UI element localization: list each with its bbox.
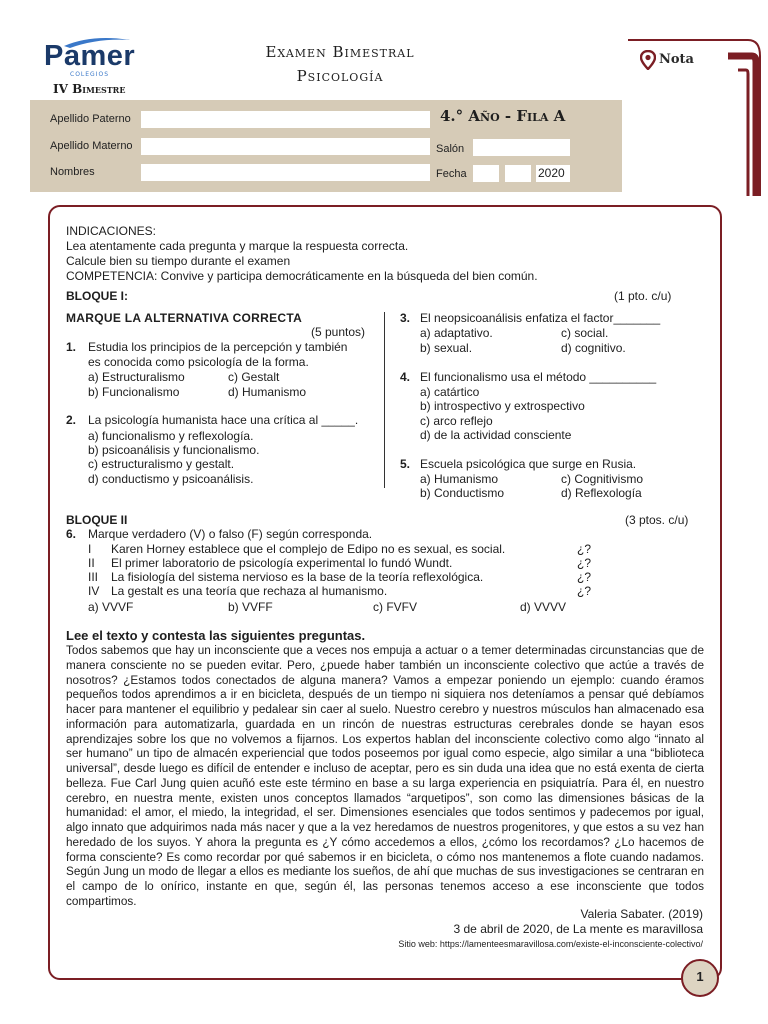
- question-1-text-cont: es conocida como psicología de la forma.: [88, 355, 309, 369]
- option-b[interactable]: b) sexual.: [420, 341, 473, 355]
- option-b[interactable]: b) psicoanálisis y funcionalismo.: [88, 443, 260, 457]
- apellido-materno-field[interactable]: [141, 138, 430, 155]
- option-c[interactable]: c) Cognitivismo: [561, 472, 644, 486]
- instruction-line: Calcule bien su tiempo durante el examen: [66, 254, 291, 268]
- option-a[interactable]: a) catártico: [420, 385, 480, 399]
- apellido-materno-label: Apellido Materno: [50, 140, 133, 152]
- exam-title: [200, 40, 480, 88]
- source-author: Valeria Sabater. (2019): [580, 907, 703, 921]
- option-d[interactable]: d) de la actividad consciente: [420, 428, 572, 442]
- source-website: Sitio web: https://lamenteesmaravillosa.com/existe-el-inconsciente-colectivo/: [398, 939, 703, 949]
- option-c[interactable]: c) Gestalt: [228, 370, 280, 384]
- apellido-paterno-field[interactable]: [141, 111, 430, 128]
- statement-text: El primer laboratorio de psicología experimental lo fundó Wundt.: [111, 556, 453, 570]
- option-d[interactable]: d) conductismo y psicoanálisis.: [88, 472, 254, 486]
- fecha-year-field[interactable]: 2020: [536, 165, 570, 182]
- nombres-label: Nombres: [50, 166, 95, 178]
- answer-blank[interactable]: ¿?: [577, 542, 592, 556]
- page-number: 1: [696, 969, 704, 984]
- answer-blank[interactable]: ¿?: [577, 570, 592, 584]
- option-c[interactable]: c) social.: [561, 326, 609, 340]
- option-b[interactable]: b) introspectivo y extrospectivo: [420, 399, 585, 413]
- question-number: 3.: [400, 311, 411, 325]
- option-c[interactable]: c) FVFV: [373, 600, 417, 614]
- reading-title: Lee el texto y contesta las siguientes preguntas.: [66, 628, 366, 643]
- reading-passage: Todos sabemos que hay un inconsciente que a veces nos empuja a actuar o a temer determinadas circunstancias que de manera consciente no se pueden evitar. Pero, ¿puede haber también un inconsciente colectivo que actúe a través de nosotros? ¿Estamos todos conectados de alguna manera? Vamos a empezar poniendo un ejemplo: cuando éramos pequeños todos aprendimos a ir en bicicleta, después de un tiempo ni siquiera nos deteníamos a pensar qué debíamos hacer para mantener el equilibrio y pedalear sin caer al suelo. Nuestro cerebro y nuestros músculos han almacenado esa información para automatizarla, guardada en un rincón de nuestras estructuras cerebrales donde se hayan esos aprendizajes sobre los que no volvemos a fijarnos. Los expertos hablan del inconsciente colectivo como algo “innato al ser humano” un tipo de almacén experiencial que todos poseemos por igual como especie, algo similar a una “biblioteca universal”, desde luego es difícil de entender e incluso de aceptar, pero es sin duda una idea que no está exenta de cierta belleza. Fue Carl Jung quien acuñó este este término en base a su larga experiencia en psiquiatría. Para él, en nuestro cerebro, en nuestra mente, existen unos conceptos llamados “arquetipos”, son como las dimensiones básicas de la humanidad: el amor, el miedo, la integridad, el ser. Dimensiones esenciales que todos sentimos y padecemos por igual, algo innato que adquirimos nada más nacer y que a la vez heredamos de nuestros progenitores, y que estos a su vez han heredado de los suyos. Y ahora la pregunta es ¿Y cómo accedemos a ellos, ¿cómo los recordamos? ¿Lo hacemos de forma consciente? Es como recordar por qué sabemos ir en bicicleta, o cómo nos mantenemos a flote cuando nadamos. Según Jung un modo de llegar a ellos es mediante los sueños, de ahí que muchas de sus investigaciones se centraran en el campo de lo onírico, instante en que, según él, las personas tenemos acceso a ese inconsciente que todos compartimos.: [66, 644, 704, 909]
- answer-blank[interactable]: ¿?: [577, 556, 592, 570]
- fecha-label: Fecha: [436, 168, 467, 180]
- roman-numeral: I: [88, 542, 92, 556]
- column-divider: [384, 312, 385, 488]
- option-a[interactable]: a) Estructuralismo: [88, 370, 185, 384]
- competencia-line: COMPETENCIA: Convive y participa democráticamente en la búsqueda del bien común.: [66, 269, 538, 283]
- fecha-month-field[interactable]: [505, 165, 531, 182]
- bloque-1-points: (1 pto. c/u): [614, 289, 672, 303]
- option-d[interactable]: d) Humanismo: [228, 385, 307, 399]
- fecha-day-field[interactable]: [473, 165, 499, 182]
- apellido-paterno-label: Apellido Paterno: [50, 113, 131, 125]
- question-1-text: Estudia los principios de la percepción y también: [88, 340, 348, 354]
- option-d[interactable]: d) cognitivo.: [561, 341, 626, 355]
- bloque-1-subtitle-points: (5 puntos): [311, 325, 366, 339]
- exam-title-line: Examen Bimestral: [265, 43, 415, 61]
- question-2-text: La psicología humanista hace una crítica al _____.: [88, 413, 359, 427]
- grade-section: 4.° Año - Fila A: [440, 107, 566, 125]
- option-a[interactable]: a) VVVF: [88, 600, 134, 614]
- option-d[interactable]: d) VVVV: [520, 600, 567, 614]
- roman-numeral: III: [88, 570, 99, 584]
- statement-text: Karen Horney establece que el complejo de Edipo no es sexual, es social.: [111, 542, 506, 556]
- option-a[interactable]: a) funcionalismo y reflexología.: [88, 429, 254, 443]
- bloque-2-points: (3 ptos. c/u): [625, 513, 689, 527]
- nota-label: Nota: [659, 52, 694, 67]
- instructions-heading: INDICACIONES:: [66, 224, 157, 238]
- question-number: 6.: [66, 527, 77, 541]
- statement-text: La fisiología del sistema nervioso es la base de la teoría reflexológica.: [111, 570, 484, 584]
- option-c[interactable]: c) arco reflejo: [420, 414, 493, 428]
- question-number: 4.: [400, 370, 411, 384]
- option-d[interactable]: d) Reflexología: [561, 486, 642, 500]
- instruction-line: Lea atentamente cada pregunta y marque la respuesta correcta.: [66, 239, 409, 253]
- bimestre-label: IV Bimestre: [53, 82, 126, 96]
- logo-subtext: COLEGIOS: [70, 71, 109, 78]
- option-b[interactable]: b) Funcionalismo: [88, 385, 180, 399]
- bloque-2-title: BLOQUE II: [66, 513, 128, 527]
- subject-title: Psicología: [296, 67, 384, 85]
- salon-label: Salón: [436, 143, 465, 155]
- question-number: 5.: [400, 457, 411, 471]
- option-a[interactable]: a) Humanismo: [420, 472, 499, 486]
- roman-numeral: IV: [88, 584, 100, 598]
- question-4-text: El funcionalismo usa el método __________: [420, 370, 657, 384]
- question-3-text: El neopsicoanálisis enfatiza el factor_______: [420, 311, 661, 325]
- option-b[interactable]: b) VVFF: [228, 600, 273, 614]
- nombres-field[interactable]: [141, 164, 430, 181]
- question-5-text: Escuela psicológica que surge en Rusia.: [420, 457, 637, 471]
- salon-field[interactable]: [473, 139, 570, 156]
- roman-numeral: II: [88, 556, 95, 570]
- option-c[interactable]: c) estructuralismo y gestalt.: [88, 457, 235, 471]
- option-b[interactable]: b) Conductismo: [420, 486, 505, 500]
- question-number: 1.: [66, 340, 77, 354]
- bloque-1-subtitle: MARQUE LA ALTERNATIVA CORRECTA: [66, 311, 303, 325]
- pamer-logo: Pamer: [44, 40, 136, 72]
- bloque-1-title: BLOQUE I:: [66, 289, 128, 303]
- option-a[interactable]: a) adaptativo.: [420, 326, 493, 340]
- statement-text: La gestalt es una teoría que rechaza al humanismo.: [111, 584, 388, 598]
- location-pin-icon: [640, 50, 656, 70]
- source-date: 3 de abril de 2020, de La mente es maravillosa: [453, 922, 703, 936]
- question-6-text: Marque verdadero (V) o falso (F) según corresponda.: [88, 527, 373, 541]
- question-number: 2.: [66, 413, 77, 427]
- answer-blank[interactable]: ¿?: [577, 584, 592, 598]
